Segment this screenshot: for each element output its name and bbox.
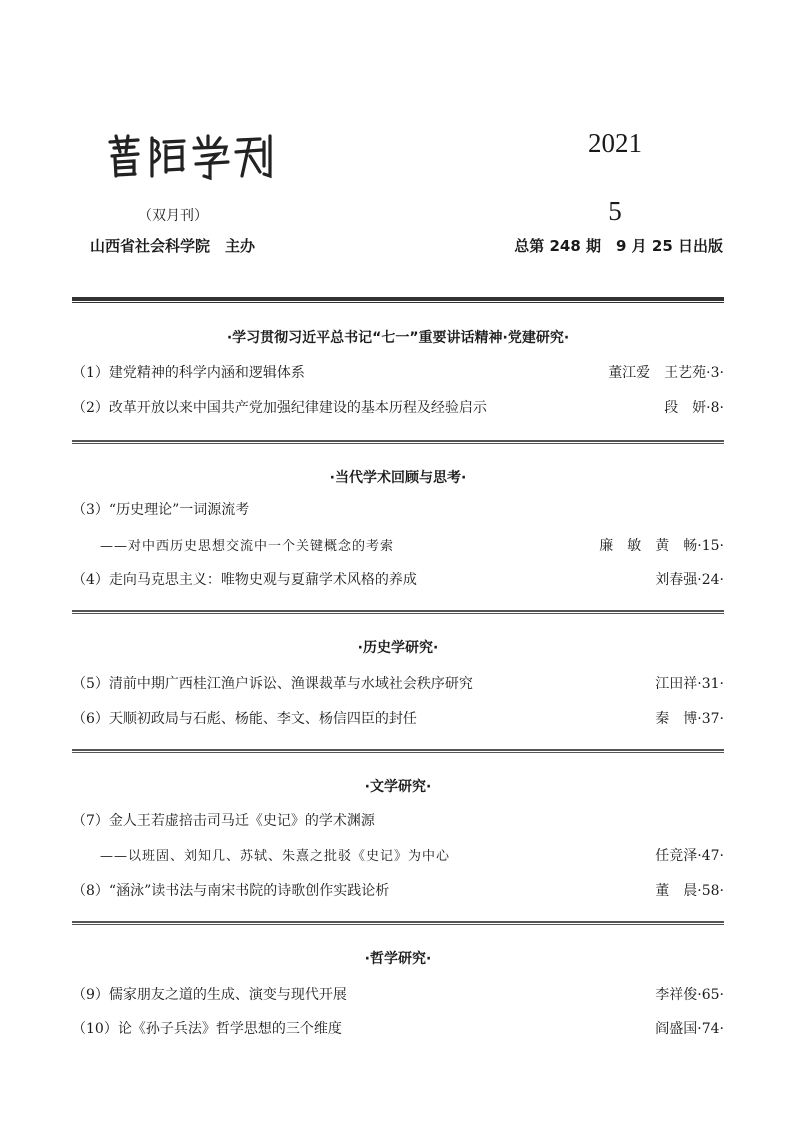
issue-number: 5	[608, 196, 622, 226]
entry-subtitle: ——以班固、刘知几、苏轼、朱熹之批驳《史记》为中心	[100, 849, 451, 864]
toc-entry[interactable]	[72, 880, 724, 900]
toc-entry[interactable]	[72, 984, 724, 1004]
section-divider	[72, 749, 724, 753]
entry-author-page: 董江爱 王艺苑·3·	[608, 365, 724, 381]
entry-author-page: 任竞泽·47·	[655, 848, 724, 864]
sponsor-line: 山西省社会科学院 主办	[90, 237, 256, 255]
entry-title: （3）“历史理论”一词源流考	[72, 502, 250, 518]
entry-title: （8）“涵泳”读书法与南宋书院的诗歌创作实践论析	[72, 883, 390, 899]
entry-author-page: 段 妍·8·	[664, 400, 724, 416]
entry-title: （9）儒家朋友之道的生成、演变与现代开展	[72, 987, 347, 1003]
entry-author-page: 秦 博·37·	[655, 711, 724, 727]
section-title: ·哲学研究·	[364, 951, 432, 967]
toc-entry[interactable]	[72, 673, 724, 693]
entry-author-page: 董 晨·58·	[655, 883, 724, 899]
entry-title: （7）金人王若虚掊击司马迁《史记》的学术渊源	[72, 813, 375, 829]
section-divider	[72, 440, 724, 444]
section-title: ·文学研究·	[364, 779, 432, 795]
header-divider	[72, 297, 724, 303]
section-divider	[72, 610, 724, 614]
entry-title: （1）建党精神的科学内涵和逻辑体系	[72, 365, 305, 381]
journal-logo-calligraphy	[104, 132, 274, 182]
entry-title: （10）论《孙子兵法》哲学思想的三个维度	[72, 1021, 342, 1037]
toc-entry[interactable]	[72, 810, 724, 830]
toc-entry-subtitle[interactable]	[72, 845, 724, 865]
toc-entry[interactable]	[72, 708, 724, 728]
toc-entry[interactable]	[72, 569, 724, 589]
toc-entry[interactable]	[72, 1018, 724, 1038]
section-title: ·历史学研究·	[357, 640, 439, 656]
entry-subtitle: ——对中西历史思想交流中一个关键概念的考索	[100, 539, 395, 554]
entry-title: （4）走向马克思主义：唯物史观与夏鼐学术风格的养成	[72, 572, 417, 588]
publication-year: 2021	[588, 128, 642, 158]
section-title: ·学习贯彻习近平总书记“七一”重要讲话精神·党建研究·	[226, 330, 570, 346]
section-title: ·当代学术回顾与思考·	[329, 470, 467, 486]
entry-author-page: 李祥俊·65·	[655, 987, 724, 1003]
toc-entry-subtitle[interactable]	[72, 535, 724, 555]
volume-info: 总第 248 期 9 月 25 日出版	[514, 237, 723, 255]
entry-title: （6）天顺初政局与石彪、杨能、李文、杨信四臣的封任	[72, 711, 417, 727]
entry-author-page: 阎盛国·74·	[655, 1021, 724, 1037]
entry-author-page: 江田祥·31·	[655, 676, 724, 692]
toc-entry[interactable]	[72, 397, 724, 417]
publication-frequency: （双月刊）	[138, 208, 208, 224]
entry-author-page: 廉 敏 黄 畅·15·	[599, 538, 724, 554]
entry-title: （2）改革开放以来中国共产党加强纪律建设的基本历程及经验启示	[72, 400, 487, 416]
entry-title: （5）清前中期广西桂江渔户诉讼、渔课裁革与水域社会秩序研究	[72, 676, 473, 692]
section-divider	[72, 921, 724, 925]
toc-entry[interactable]	[72, 499, 724, 519]
entry-author-page: 刘春强·24·	[655, 572, 724, 588]
toc-entry[interactable]	[72, 362, 724, 382]
journal-logo	[104, 132, 274, 182]
